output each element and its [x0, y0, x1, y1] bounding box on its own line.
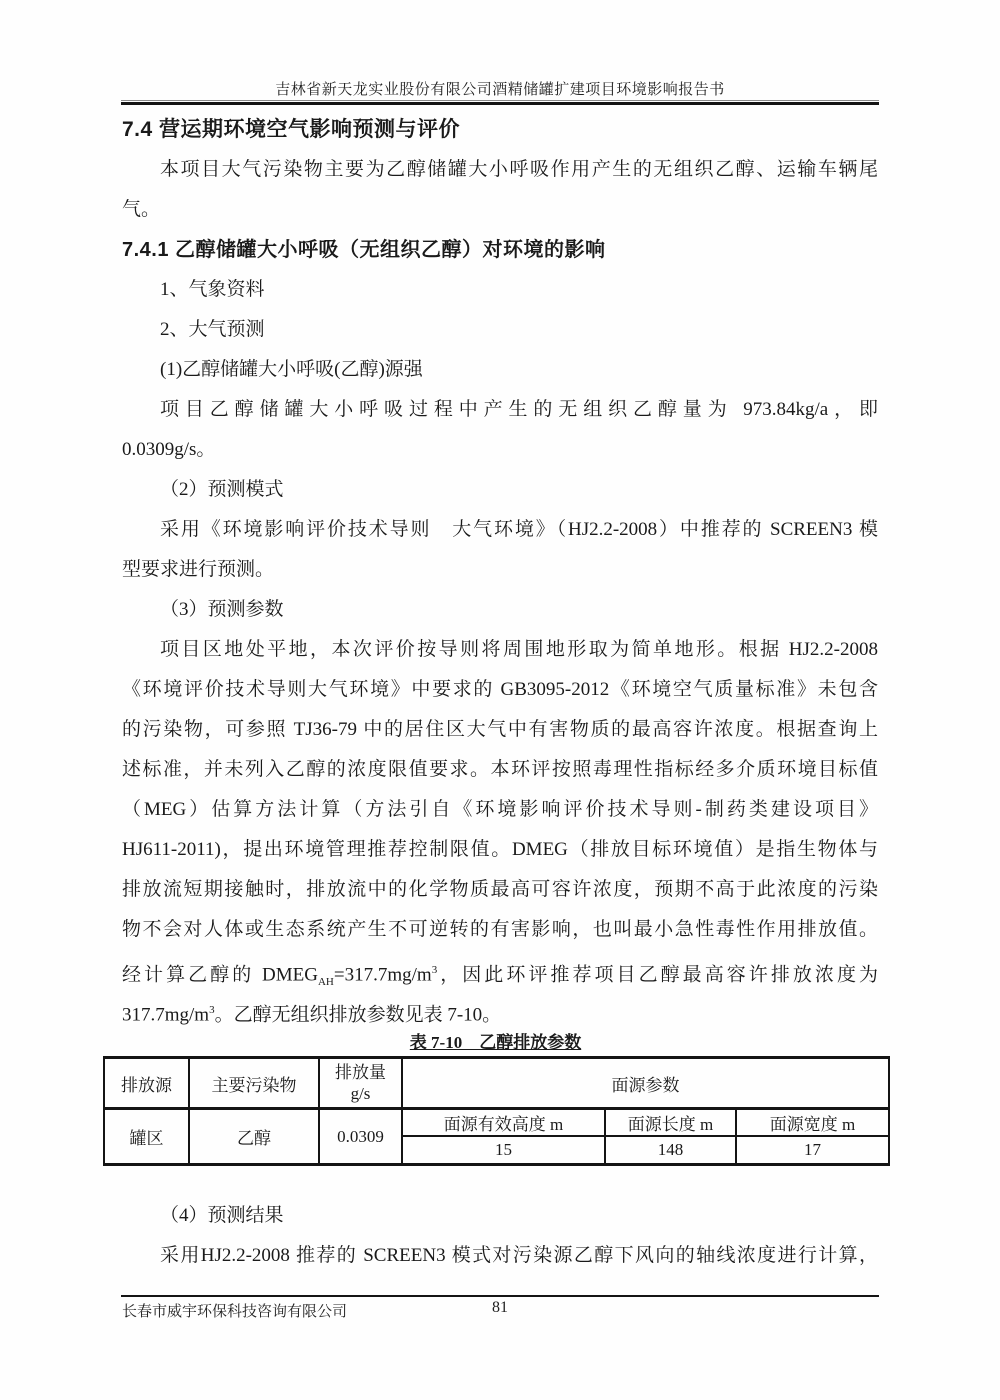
subcol-header-source-length: 面源长度 m	[605, 1109, 736, 1137]
dmeg-text: 。乙醇无组织排放参数见表 7-10。	[214, 1004, 502, 1026]
paragraph-line: 的污染物，可参照 TJ36-79 中的居住区大气中有害物质的最高容许浓度。根据查询上	[122, 719, 878, 740]
paragraph-line: 采用HJ2.2-2008 推荐的 SCREEN3 模式对污染源乙醇下风向的轴线浓度进行计算，	[160, 1245, 878, 1266]
col-header-emission-rate-label: 排放量	[335, 1062, 386, 1082]
footer-rule	[121, 1295, 879, 1297]
sub-item-prediction-params: （3）预测参数	[160, 599, 284, 620]
paragraph-line-dmeg	[122, 950, 878, 990]
section-heading-7-4-1: 7.4.1 乙醇储罐大小呼吸（无组织乙醇）对环境的影响	[122, 239, 606, 261]
cell-source-width: 17	[736, 1136, 889, 1165]
header-rule	[121, 100, 879, 105]
paragraph-line: （MEG）估算方法计算（方法引自《环境影响评价技术导则-制药类建设项目》	[122, 799, 878, 820]
section-heading-7-4: 7.4 营运期环境空气影响预测与评价	[122, 118, 461, 141]
subcol-header-source-width: 面源宽度 m	[736, 1109, 889, 1137]
table-caption-text: 表 7-10 乙醇排放参数	[409, 1033, 582, 1052]
paragraph-line: 述标准，并未列入乙醇的浓度限值要求。本环评按照毒理性指标经多介质环境目标值	[122, 759, 878, 780]
sub-item-prediction-results: （4）预测结果	[160, 1205, 284, 1226]
cell-main-pollutant: 乙醇	[189, 1109, 319, 1165]
spacer	[122, 1166, 878, 1196]
paragraph-line: 项目区地处平地，本次评价按导则将周围地形取为简单地形。根据 HJ2.2-2008	[160, 639, 878, 660]
emission-parameters-table	[103, 1056, 890, 1166]
footer-company-name: 长春市威宇环保科技咨询有限公司	[122, 1304, 348, 1320]
dmeg-subscript: AH	[317, 976, 334, 989]
col-header-emission-rate-unit: g/s	[350, 1084, 371, 1103]
running-header-title: 吉林省新天龙实业股份有限公司酒精储罐扩建项目环境影响报告书	[275, 82, 725, 98]
paragraph-line: 0.0309g/s。	[122, 439, 216, 460]
col-header-area-source-params: 面源参数	[402, 1058, 889, 1109]
paragraph-line: 项目乙醇储罐大小呼吸过程中产生的无组织乙醇量为 973.84kg/a，即	[160, 399, 878, 420]
paragraph-line: 《环境评价技术导则大气环境》中要求的 GB3095-2012《环境空气质量标准》未包含	[122, 679, 878, 700]
document-body	[122, 110, 878, 1276]
cell-emission-source: 罐区	[104, 1109, 189, 1165]
footer-page-number: 81	[492, 1299, 508, 1316]
dmeg-value: =317.7mg/m	[333, 964, 432, 986]
dmeg-exponent: 3	[209, 1004, 215, 1016]
paragraph-line: 物不会对人体或生态系统产生不可逆转的有害影响，也叫最小急性毒性作用排放值。	[122, 919, 878, 940]
sub-item-source-strength: (1)乙醇储罐大小呼吸(乙醇)源强	[160, 359, 423, 380]
paragraph-line: 采用《环境影响评价技术导则 大气环境》（HJ2.2-2008）中推荐的 SCREEN3 模	[160, 519, 878, 540]
table-header-row	[104, 1058, 889, 1109]
cell-effective-height: 15	[402, 1136, 605, 1165]
paragraph-line: 排放流短期接触时，排放流中的化学物质最高可容许浓度，预期不高于此浓度的污染	[122, 879, 878, 900]
col-header-emission-source: 排放源	[104, 1058, 189, 1109]
subcol-header-effective-height: 面源有效高度 m	[402, 1109, 605, 1137]
dmeg-exponent: 3	[431, 964, 438, 976]
paragraph-line: HJ611-2011)，提出环境管理推荐控制限值。DMEG（排放目标环境值）是指生物体与	[122, 839, 878, 860]
table-caption	[103, 1030, 888, 1056]
cell-source-length: 148	[605, 1136, 736, 1165]
list-item-weather: 1、气象资料	[160, 279, 265, 300]
dmeg-value: 317.7mg/m	[122, 1004, 210, 1026]
sub-item-prediction-mode: （2）预测模式	[160, 479, 284, 500]
paragraph-line: 本项目大气污染物主要为乙醇储罐大小呼吸作用产生的无组织乙醇、运输车辆尾	[160, 159, 878, 180]
cell-emission-rate: 0.0309	[319, 1109, 402, 1165]
col-header-main-pollutant: 主要污染物	[189, 1058, 319, 1109]
dmeg-text: 经计算乙醇的 DMEG	[122, 964, 318, 986]
list-item-forecast: 2、大气预测	[160, 319, 265, 340]
dmeg-text: ，因此环评推荐项目乙醇最高容许排放浓度为	[437, 964, 878, 986]
table-subheader-row	[104, 1109, 889, 1137]
col-header-emission-rate	[319, 1058, 402, 1109]
paragraph-line-dmeg	[122, 990, 878, 1030]
paragraph-line: 气。	[122, 199, 161, 220]
paragraph-line: 型要求进行预测。	[122, 559, 275, 580]
